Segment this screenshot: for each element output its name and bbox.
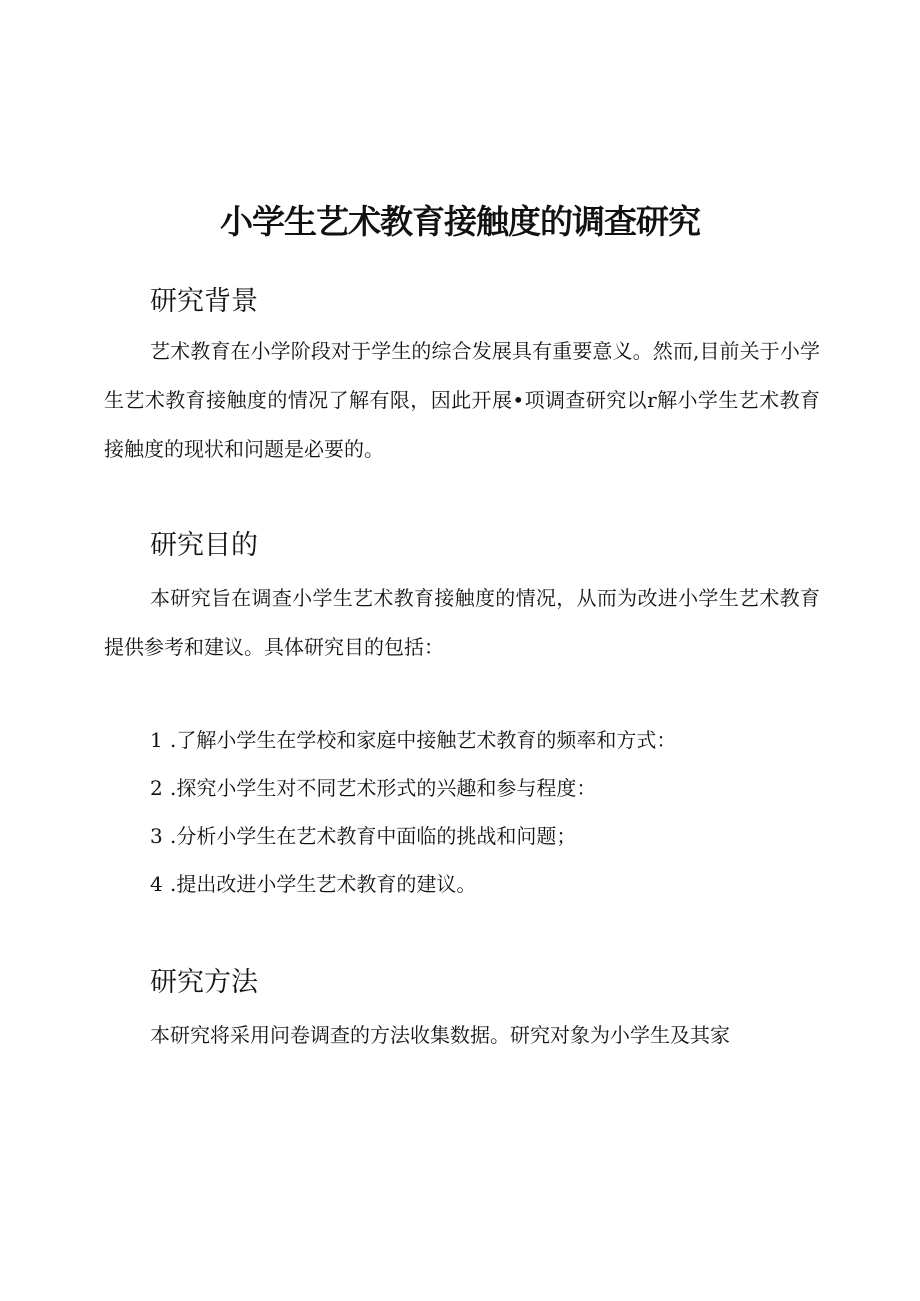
list-item-text: .探究小学生对不同艺术形式的兴趣和参与程度：: [170, 776, 597, 800]
document-title: 小学生艺术教育接触度的调查研究: [220, 202, 700, 242]
list-item-number: 3: [150, 824, 163, 848]
list-item: [150, 860, 676, 908]
list-item-number: 4: [150, 872, 163, 896]
list-item-number: 2: [150, 776, 163, 800]
method-paragraph: 本研究将采用问卷调查的方法收集数据。研究对象为小学生及其家: [150, 1023, 730, 1047]
section-heading-method: 研究方法: [150, 967, 258, 998]
list-item: [150, 716, 676, 764]
list-item: [150, 812, 676, 860]
purpose-paragraph: 本研究旨在调查小学生艺术教育接触度的情况，从而为改进小学生艺术教育提供参考和建议。具体研究目的包括：: [104, 586, 820, 659]
list-item-text: .分析小学生在艺术教育中面临的挑战和问题；: [170, 824, 577, 848]
list-item: [150, 764, 676, 812]
purpose-list: [150, 716, 676, 908]
section-heading-background: 研究背景: [150, 286, 258, 317]
list-item-number: 1: [150, 728, 163, 752]
list-item-text: .提出改进小学生艺术教育的建议。: [170, 872, 477, 896]
list-item-text: .了解小学生在学校和家庭中接触艺术教育的频率和方式：: [170, 728, 677, 752]
section-heading-purpose: 研究目的: [150, 530, 258, 561]
background-paragraph: 艺术教育在小学阶段对于学生的综合发展具有重要意义。然而,目前关于小学生艺术教育接触度的情况了解有限，因此开展•项调查研究以r解小学生艺术教育接触度的现状和问题是必要的。: [104, 339, 820, 461]
